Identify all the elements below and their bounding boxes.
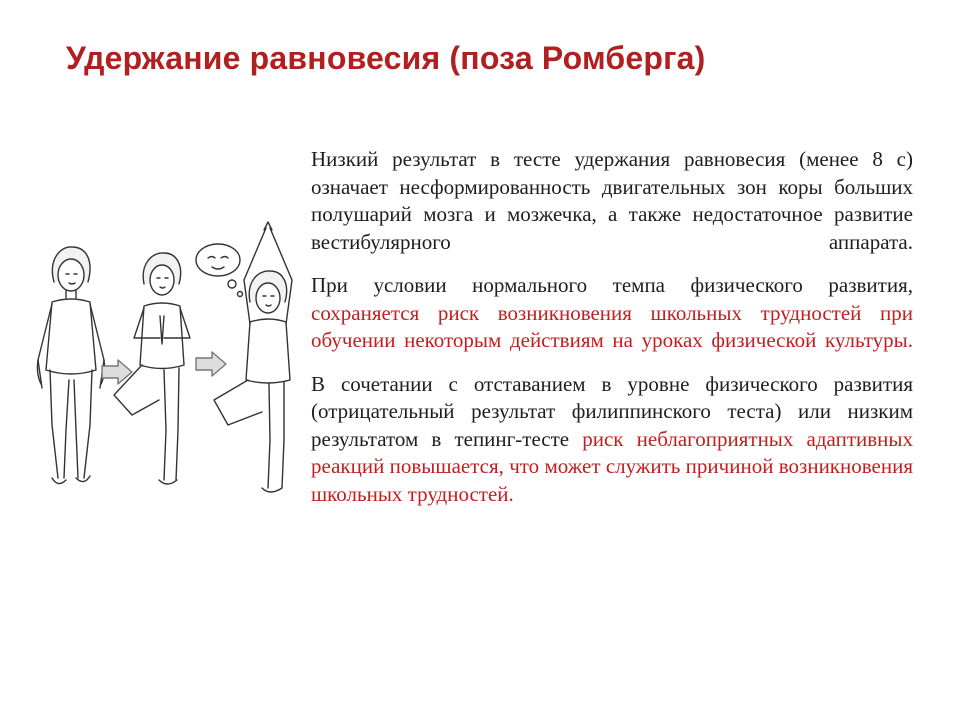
paragraph-3-text: В сочетании с отставанием в уровне физического развития (отрицательный результат филиппинского теста) или низким результатом в тепинг-тесте <box>311 371 913 451</box>
thought-bubble-icon <box>196 244 243 297</box>
paragraph-3 <box>311 371 913 509</box>
page-title: Удержание равновесия (поза Ромберга) <box>66 40 706 76</box>
paragraph-1-text: Низкий результат в тесте удержания равновесия (менее 8 с) означает несформированность двигательных зон коры больших полушарий мозга и мозжечка, а также недостаточное развитие вестибулярного аппарата. <box>311 147 913 254</box>
paragraph-1 <box>311 146 913 256</box>
standing-figure-icon <box>37 247 104 484</box>
paragraph-2-highlight: сохраняется риск возникновения школьных трудностей при обучении некоторым действиям на уроках физической культуры. <box>311 300 913 352</box>
romberg-pose-figures-icon <box>14 220 304 510</box>
paragraph-3-highlight: риск неблагоприятных адаптивных реакций повышается, что может служить причиной возникновения школьных трудностей. <box>311 426 914 506</box>
arrow-right-icon <box>196 352 226 376</box>
paragraph-2-text: При условии нормального темпа физического развития, <box>311 273 913 297</box>
paragraph-2 <box>311 272 913 355</box>
body-text <box>311 146 913 524</box>
